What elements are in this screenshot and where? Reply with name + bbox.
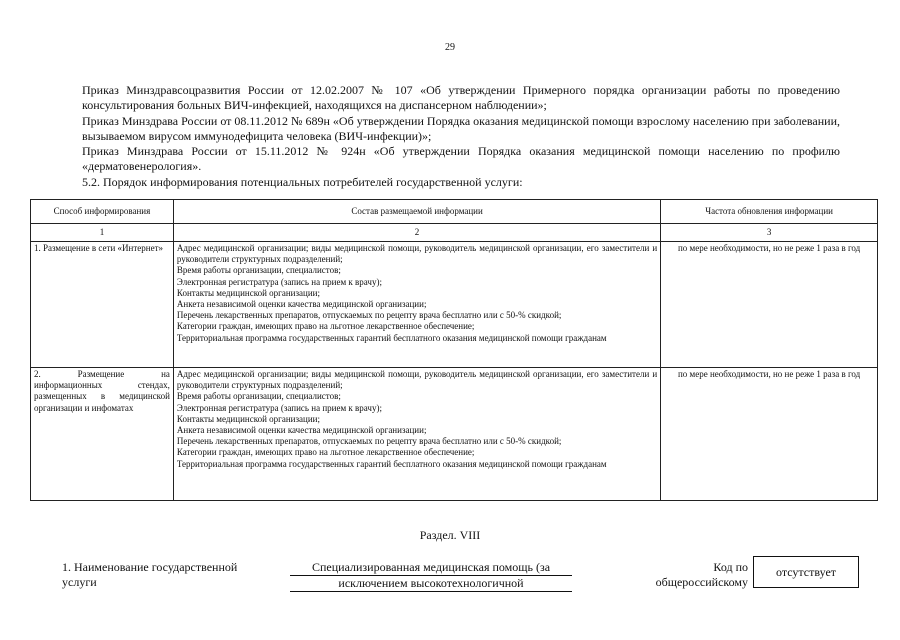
content-line: Контакты медицинской организации; <box>176 413 320 424</box>
table-row <box>31 242 878 368</box>
page-number: 29 <box>445 42 455 53</box>
column-number: 3 <box>661 224 878 242</box>
service-name-label: 1. Наименование государственной услуги <box>62 560 238 589</box>
content-line: Время работы организации, специалистов; <box>176 391 341 402</box>
content-line: Контакты медицинской организации; <box>176 287 320 298</box>
section-title: Раздел. VIII <box>419 528 481 542</box>
content-line: Адрес медицинской организации; виды медицинской помощи, руководитель медицинской организации, его заместители и руководители структурных подразделений; <box>176 243 658 265</box>
code-label: Код по общероссийскому <box>655 560 748 589</box>
column-number: 1 <box>31 224 174 242</box>
service-name-value <box>290 560 572 592</box>
table-row <box>31 368 878 501</box>
content-line: Категории граждан, имеющих право на льготное лекарственное обеспечение; <box>176 321 475 332</box>
section-heading: 5.2. Порядок информирования потенциальных потребителей государственной услуги: <box>82 174 523 189</box>
content-line: Категории граждан, имеющих право на льготное лекарственное обеспечение; <box>176 447 475 458</box>
content-line: Электронная регистратура (запись на прием к врачу); <box>176 276 382 287</box>
intro-paragraph: Приказ Минздрава России от 08.11.2012 № 689н «Об утверждении Порядка оказания медицинской помощи взрослому населению при заболевании, вызываемом вирусом иммунодефицита человека (ВИЧ-инфекции)»; <box>82 113 840 143</box>
header-content: Состав размещаемой информации <box>173 200 660 224</box>
content-line: Электронная регистратура (запись на прием к врачу); <box>176 402 382 413</box>
code-value-box: отсутствует <box>753 556 859 588</box>
method-cell: 2. Размещение на информационных стендах, размещенных в медицинской организации и инфоматах <box>31 368 174 501</box>
content-cell <box>173 242 660 368</box>
header-method: Способ информирования <box>31 200 174 224</box>
intro-text <box>82 83 840 190</box>
frequency-cell: по мере необходимости, но не реже 1 раза в год <box>661 242 878 368</box>
frequency-cell: по мере необходимости, но не реже 1 раза в год <box>661 368 878 501</box>
method-cell: 1. Размещение в сети «Интернет» <box>31 242 174 368</box>
column-number: 2 <box>173 224 660 242</box>
content-line: Территориальная программа государственных гарантий бесплатного оказания медицинской помощи гражданам <box>176 458 607 469</box>
content-line: Анкета независимой оценки качества медицинской организации; <box>176 299 427 310</box>
content-line: Территориальная программа государственных гарантий бесплатного оказания медицинской помощи гражданам <box>176 332 607 343</box>
content-line: Перечень лекарственных препаратов, отпускаемых по рецепту врача бесплатно или с 50-% скидкой; <box>176 436 562 447</box>
content-cell <box>173 368 660 501</box>
content-line: Анкета независимой оценки качества медицинской организации; <box>176 425 427 436</box>
content-line: Адрес медицинской организации; виды медицинской помощи, руководитель медицинской организации, его заместители и руководители структурных подразделений; <box>176 369 658 391</box>
service-name-line: Специализированная медицинская помощь (за <box>290 560 572 576</box>
content-line: Перечень лекарственных препаратов, отпускаемых по рецепту врача бесплатно или с 50-% скидкой; <box>176 310 562 321</box>
information-table <box>30 199 878 501</box>
content-line: Время работы организации, специалистов; <box>176 265 341 276</box>
service-name-line: исключением высокотехнологичной <box>290 576 572 592</box>
table-header-row <box>31 200 878 224</box>
table-number-row <box>31 224 878 242</box>
intro-paragraph: Приказ Минздрава России от 15.11.2012 № 924н «Об утверждении Порядка оказания медицинской помощи населению по профилю «дерматовенерология». <box>82 144 840 174</box>
intro-paragraph: Приказ Минздравсоцразвития России от 12.02.2007 № 107 «Об утверждении Примерного порядка организации работы по проведению консультирования больных ВИЧ-инфекцией, находящихся на диспансерном наблюдении»; <box>82 83 840 113</box>
header-frequency: Частота обновления информации <box>661 200 878 224</box>
